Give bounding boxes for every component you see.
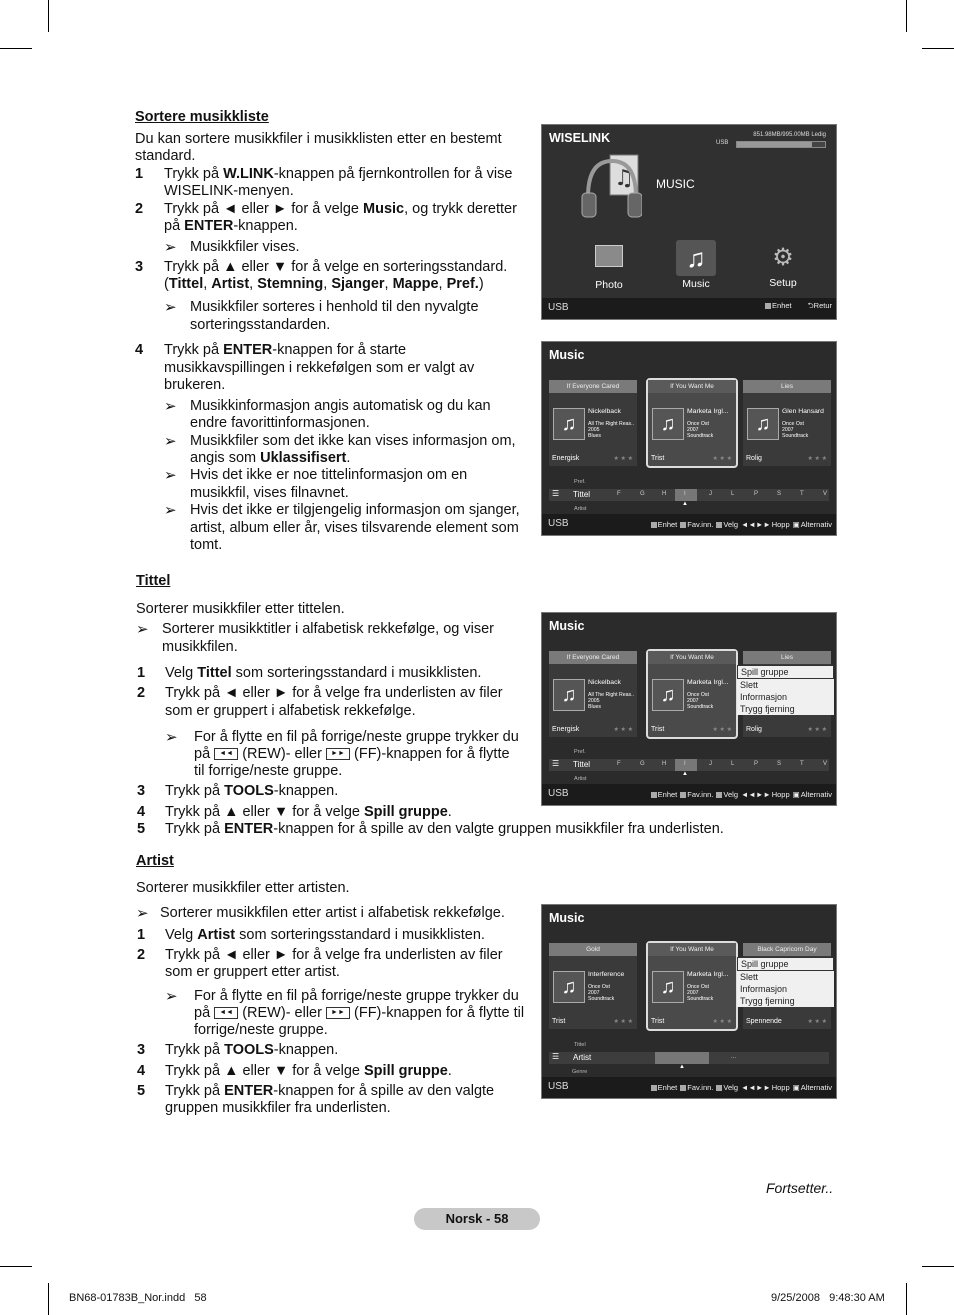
note-text: til forrige/neste gruppe. (194, 763, 343, 779)
step-text: Trykk på ▲ eller ▼ for å velge en sorteringsstandard. (164, 259, 508, 275)
storage-bar-fill (737, 142, 812, 147)
usb-small-label: USB (716, 140, 729, 146)
crop-mark (922, 48, 954, 49)
step-text: Trykk på ENTER-knappen for å spille av den valgte gruppen musikkfiler fra underlisten. (165, 821, 724, 837)
up-triangle-icon: ▲ (682, 771, 688, 777)
step-text: som er gruppert i alfabetisk rekkefølge. (165, 703, 416, 719)
music-card[interactable]: Black Capricorn Day Spennende ★ ★ ★ (743, 943, 831, 1029)
list-icon: ☰ (552, 759, 560, 768)
step-text: på ENTER-knappen. (164, 218, 298, 234)
step-number: 4 (135, 342, 144, 358)
note-text: musikkfilen. (162, 639, 238, 655)
music-card-selected[interactable]: If You Want Me ♫ Marketa Irgl... Once Ost 2007 Soundtrack Trist ★ ★ ★ (646, 941, 738, 1031)
step-text: Trykk på TOOLS-knappen. (165, 783, 339, 799)
star-rating: ★ ★ ★ (712, 1019, 732, 1025)
step-text: som er gruppert etter artist. (165, 964, 340, 980)
sort-next-label: Genre (572, 1069, 588, 1075)
note-text: Hvis det ikke er noe tittelinformasjon om en (190, 467, 468, 483)
music-card[interactable]: Gold ♫ Interference Once Ost 2007 Soundtrack Trist ★ ★ ★ (549, 943, 637, 1029)
note-text: Sorterer musikktitler i alfabetisk rekkefølge, og viser (162, 621, 494, 637)
menu-item-delete[interactable]: Slett (740, 680, 759, 690)
letter-row: F G H I J L P S T V (615, 489, 825, 501)
step-number: 2 (137, 685, 146, 701)
tools-menu[interactable] (737, 665, 834, 715)
usb-label: USB (548, 788, 569, 799)
note-text: For å flytte en fil på forrige/neste gruppe trykker du (194, 988, 519, 1004)
step-text: musikkavspillingen i rekkefølgen som er valgt av (164, 360, 475, 376)
music-note-icon: ♫ (652, 679, 684, 711)
note-text: artist, album eller år, vises tilsvarende element som (190, 520, 519, 536)
step-text: Velg Tittel som sorteringsstandard i musikklisten. (165, 665, 482, 681)
footer-date: 9/25/2008 9:48:30 AM (771, 1292, 885, 1304)
section-heading-artist: Artist (136, 853, 174, 869)
crop-mark (0, 48, 32, 49)
letter-row: F G H I J L P S T V (615, 759, 825, 771)
menu-item-play-group[interactable]: Spill gruppe (737, 957, 834, 971)
intro-text: Du kan sortere musikkfiler i musikklisten etter en bestemt standard. (135, 131, 502, 165)
step-text: Trykk på ENTER-knappen for å spille av den valgte (165, 1083, 495, 1099)
music-note-icon: ♫ (553, 408, 585, 440)
note-arrow-icon: ➢ (164, 467, 177, 484)
sort-prev-label: Pref. (574, 749, 586, 755)
music-note-icon: ♫ (652, 971, 684, 1003)
storage-text: 851.98MB/995.00MB Ledig (753, 132, 826, 138)
headphones-icon (580, 153, 642, 221)
letter-highlight (675, 759, 697, 771)
sort-next-label: Artist (574, 776, 587, 782)
music-card[interactable]: Lies ♫ Glen Hansard Once Ost 2007 Soundtrack Rolig ★ ★ ★ (743, 380, 831, 466)
music-artist-screen (541, 904, 837, 1099)
return-icon: ⮌ (807, 301, 814, 310)
note-arrow-icon: ➢ (164, 239, 177, 256)
crop-mark (906, 1283, 907, 1315)
music-menu-item[interactable] (676, 240, 716, 290)
rew-ff-icon: ◄◄►► (741, 520, 771, 529)
music-card[interactable]: If Everyone Cared ♫ Nickelback All The Right Reas.. 2005 Blues Energisk ★ ★ ★ (549, 651, 637, 737)
music-screen (541, 341, 837, 536)
up-triangle-icon: ▲ (682, 501, 688, 507)
music-card-selected[interactable]: If You Want Me ♫ Marketa Irgl... Once Ost 2007 Soundtrack Trist ★ ★ ★ (646, 649, 738, 739)
step-number: 1 (137, 927, 146, 943)
page-number-badge: Norsk - 58 (414, 1208, 540, 1230)
step-number: 2 (137, 947, 146, 963)
photo-label: Photo (595, 279, 623, 291)
help-bar: Enhet ⮌Retur (762, 300, 832, 313)
note-text: på ◄◄ (REW)- eller ►► (FF)-knappen for å flytte til (194, 1005, 525, 1021)
music-card[interactable]: If Everyone Cared ♫ Nickelback All The Right Reas.. 2005 Blues Energisk ★ ★ ★ (549, 380, 637, 466)
step-text: Trykk på W.LINK-knappen på fjernkontrollen for å vise (164, 166, 513, 182)
note-text: forrige/neste gruppe. (194, 1022, 328, 1038)
screen-title: Music (549, 348, 585, 362)
crop-mark (48, 0, 49, 32)
note-arrow-icon: ➢ (136, 621, 149, 638)
star-rating: ★ ★ ★ (712, 727, 732, 733)
crop-mark (922, 1266, 954, 1267)
step-text: Trykk på ▲ eller ▼ for å velge Spill gruppe. (165, 804, 452, 820)
step-number: 5 (137, 821, 146, 837)
sort-bar[interactable]: ☰ Tittel F G H I J L P S T V (549, 489, 829, 501)
photo-menu-item[interactable] (590, 245, 628, 291)
tools-icon: ▣ (792, 1083, 800, 1092)
music-note-icon: ♫ (553, 679, 585, 711)
note-text: endre favorittinformasjonen. (190, 415, 370, 431)
step-text: gruppen musikkfiler fra underlisten. (165, 1100, 391, 1116)
note-text: musikkfil, vises filnavnet. (190, 485, 349, 501)
usb-label: USB (548, 302, 569, 313)
note-arrow-icon: ➢ (165, 729, 178, 746)
music-card-selected[interactable]: If You Want Me ♫ Marketa Irgl... Once Ost 2007 Soundtrack Trist ★ ★ ★ (646, 378, 738, 468)
step-text: Trykk på ◄ eller ► for å velge Music, og trykk deretter (164, 201, 517, 217)
step-text: Trykk på ◄ eller ► for å velge fra underlisten av filer (165, 685, 503, 701)
list-icon: ☰ (552, 1052, 560, 1061)
music-card[interactable]: Lies Rolig ★ ★ ★ (743, 651, 831, 737)
menu-item-safe-remove[interactable]: Trygg fjerning (740, 704, 795, 714)
step-number: 3 (137, 783, 146, 799)
help-bar: Enhet Fav.inn. Velg ◄◄►►Hopp ▣Alternativ (648, 790, 832, 799)
storage-bar (736, 141, 826, 148)
music-note-icon: ♫ (747, 408, 779, 440)
step-number: 4 (137, 1063, 146, 1079)
music-tools-screen (541, 612, 837, 806)
step-number: 3 (135, 259, 144, 275)
help-bar: Enhet Fav.inn. Velg ◄◄►►Hopp ▣Alternativ (648, 520, 832, 529)
note-arrow-icon: ➢ (165, 988, 178, 1005)
intro-text: Sorterer musikkfiler etter artisten. (136, 880, 350, 896)
star-rating: ★ ★ ★ (807, 456, 827, 462)
star-rating: ★ ★ ★ (613, 727, 633, 733)
note-text: Musikkfiler sorteres i henhold til den nyvalgte (190, 299, 479, 315)
crop-mark (0, 1266, 32, 1267)
note-text: Musikkfiler som det ikke kan vises informasjon om, (190, 433, 516, 449)
note-text: Hvis det ikke er tilgjengelig informasjon om sjanger, (190, 502, 520, 518)
note-text: Sorterer musikkfilen etter artist i alfabetisk rekkefølge. (160, 905, 505, 921)
usb-label: USB (548, 518, 569, 529)
rew-icon: ◄◄ (214, 748, 238, 760)
screen-title: WISELINK (549, 131, 611, 145)
wiselink-screen (541, 124, 837, 320)
section-heading-tittel: Tittel (136, 573, 171, 589)
help-bar: Enhet Fav.inn. Velg ◄◄►►Hopp ▣Alternativ (648, 1083, 832, 1092)
step-text: Trykk på TOOLS-knappen. (165, 1042, 339, 1058)
menu-item-delete[interactable]: Slett (740, 972, 759, 982)
square-icon (765, 303, 771, 309)
photo-icon (595, 245, 623, 267)
note-text: Musikkfiler vises. (190, 239, 300, 255)
menu-item-play-group[interactable]: Spill gruppe (737, 665, 834, 679)
usb-label: USB (548, 1081, 569, 1092)
crop-mark (906, 0, 907, 32)
step-text: WISELINK-menyen. (164, 183, 294, 199)
continues-text: Fortsetter.. (766, 1180, 834, 1196)
screen-title: Music (549, 911, 585, 925)
setup-menu-item[interactable] (764, 244, 802, 289)
step-number: 5 (137, 1083, 146, 1099)
music-note-icon: ♫ (652, 408, 684, 440)
step-text: brukeren. (164, 377, 226, 393)
step-number: 4 (137, 804, 146, 820)
screen-title: Music (549, 619, 585, 633)
step-number: 3 (137, 1042, 146, 1058)
note-arrow-icon: ➢ (164, 398, 177, 415)
star-rating: ★ ★ ★ (712, 456, 732, 462)
rew-ff-icon: ◄◄►► (741, 1083, 771, 1092)
more-dots: ... (731, 1054, 737, 1060)
note-arrow-icon: ➢ (164, 299, 177, 316)
note-arrow-icon: ➢ (136, 905, 149, 922)
menu-item-info[interactable]: Informasjon (740, 692, 788, 702)
step-text: Trykk på ◄ eller ► for å velge fra underlisten av filer (165, 947, 503, 963)
footer-file: BN68-01783B_Nor.indd 58 (69, 1292, 207, 1304)
ff-icon: ►► (326, 1007, 350, 1019)
music-label: Music (682, 278, 710, 290)
music-heading: MUSIC (656, 177, 695, 191)
step-number: 1 (135, 166, 144, 182)
section-heading-sort: Sortere musikkliste (135, 109, 269, 125)
letter-highlight (675, 489, 697, 501)
svg-text:♫: ♫ (614, 166, 634, 191)
music-note-icon: ♫ (676, 240, 716, 276)
sort-prev-label: Tittel (574, 1042, 586, 1048)
note-text: på ◄◄ (REW)- eller ►► (FF)-knappen for å flytte (194, 746, 510, 762)
step-text: Trykk på ENTER-knappen for å starte (164, 342, 407, 358)
sort-next-label: Artist (574, 506, 587, 512)
note-arrow-icon: ➢ (164, 502, 177, 519)
list-icon: ☰ (552, 489, 560, 498)
rew-ff-icon: ◄◄►► (741, 790, 771, 799)
music-note-icon: ♫ (553, 971, 585, 1003)
step-text: (Tittel, Artist, Stemning, Sjanger, Mappe, Pref.) (164, 276, 484, 292)
note-arrow-icon: ➢ (164, 433, 177, 450)
tools-icon: ▣ (792, 790, 800, 799)
note-text: For å flytte en fil på forrige/neste gruppe trykker du (194, 729, 519, 745)
note-text: tomt. (190, 537, 223, 553)
step-number: 1 (137, 665, 146, 681)
step-number: 2 (135, 201, 144, 217)
tools-menu[interactable] (737, 957, 834, 1007)
sort-bar[interactable]: ☰ Artist ... (549, 1052, 829, 1064)
artist-group-highlight (655, 1052, 709, 1064)
ff-icon: ►► (326, 748, 350, 760)
sort-prev-label: Pref. (574, 479, 586, 485)
menu-item-info[interactable]: Informasjon (740, 984, 788, 994)
intro-text: Sorterer musikkfiler etter tittelen. (136, 601, 345, 617)
tools-icon: ▣ (792, 520, 800, 529)
crop-mark (48, 1283, 49, 1315)
gear-icon: ⚙ (772, 244, 794, 271)
star-rating: ★ ★ ★ (613, 1019, 633, 1025)
note-text: sorteringsstandarden. (190, 317, 331, 333)
sort-bar[interactable]: ☰ Tittel F G H I J L P S T V (549, 759, 829, 771)
up-triangle-icon: ▲ (679, 1064, 685, 1070)
star-rating: ★ ★ ★ (613, 456, 633, 462)
menu-item-safe-remove[interactable]: Trygg fjerning (740, 996, 795, 1006)
note-text: angis som Uklassifisert. (190, 450, 351, 466)
note-text: Musikkinformasjon angis automatisk og du kan (190, 398, 491, 414)
setup-label: Setup (769, 277, 797, 289)
step-text: Trykk på ▲ eller ▼ for å velge Spill gruppe. (165, 1063, 452, 1079)
star-rating: ★ ★ ★ (807, 727, 827, 733)
star-rating: ★ ★ ★ (807, 1019, 827, 1025)
rew-icon: ◄◄ (214, 1007, 238, 1019)
step-text: Velg Artist som sorteringsstandard i musikklisten. (165, 927, 485, 943)
